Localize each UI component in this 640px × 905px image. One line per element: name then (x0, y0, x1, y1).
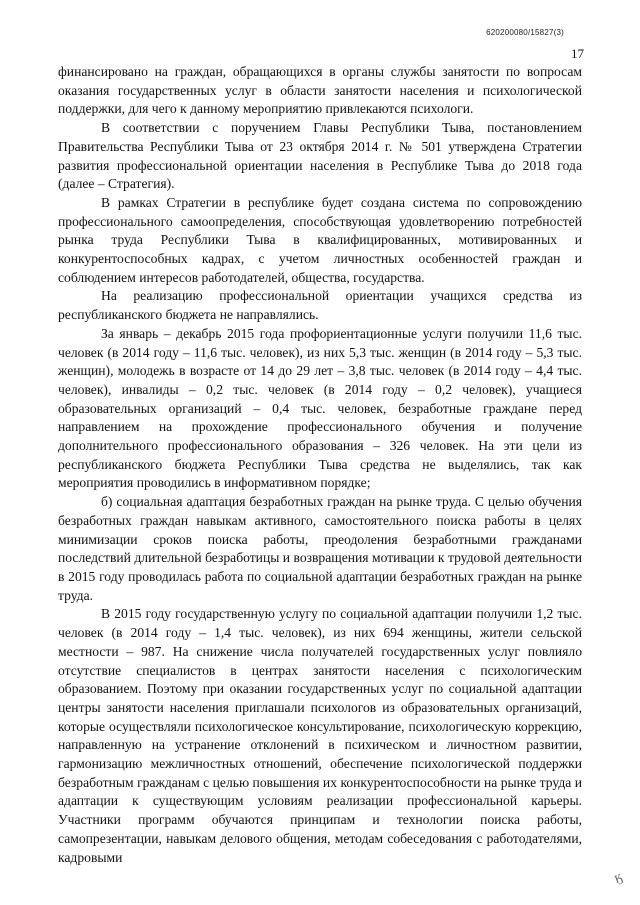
document-body (58, 63, 582, 867)
paragraph-continuation: финансировано на граждан, обращающихся в органы службы занятости по вопросам оказания государственных услуг в области занятости населения и психологической поддержки, для чего к данному мероприятию привлекаются психологи. (58, 64, 582, 117)
paragraph-adaptation-stats: В 2015 году государственную услугу по социальной адаптации получили 1,2 тыс. человек (в 2014 году – 1,4 тыс. человек), из них 694 женщины, жители сельской местности – 987. На снижение числа получателей государственных услуг повлияло отсутствие специалистов в центрах занятости населения с психологическим образованием. Поэтому при оказании государственных услуг по социальной адаптации центры занятости населения приглашали психологов из образовательных организаций, которые осуществляли психологическое консультирование, психологическую коррекцию, направленную на устранение отклонений в психическом и личностном развитии, гармонизацию межличностных отношений, обеспечение психологической поддержки безработным гражданам с целью повышения их конкурентоспособности на рынке труда и адаптации к существующим условиям реализации профессиональной карьеры. Участники программ обучаются принципам и технологии поиска работы, самопрезентации, навыкам делового общения, методам собеседования с работодателями, кадровыми (58, 606, 582, 865)
paragraph-strategy-goals: В рамках Стратегии в республике будет создана система по сопровождению профессионального самоопределения, способствующая удовлетворению потребностей рынка труда Республики Тыва в квалифицированных, мотивированных и конкурентоспособных кадрах, с учетом личностных особенностей граждан и соблюдением интересов работодателей, общества, государства. (58, 194, 582, 285)
paragraph-budget: На реализацию профессиональной ориентации учащихся средства из республиканского бюджета не направлялись. (58, 288, 582, 323)
paragraph-social-adaptation: б) социальная адаптация безработных граждан на рынке труда. С целью обучения безработных граждан навыкам активного, самостоятельного поиска работы в целях минимизации сроков поиска работы, преодоления безработными гражданами последствий длительной безработицы и возвращения мотивации к трудовой деятельности в 2015 году проводилась работа по социальной адаптации безработных граждан на рынке труда. (58, 494, 582, 603)
paragraph-career-guidance-stats: За январь – декабрь 2015 года профориентационные услуги получили 11,6 тыс. человек (в 2014 году – 11,6 тыс. человек), из них 5,3 тыс. женщин (в 2014 году – 5,3 тыс. женщин), молодежь в возрасте от 14 до 29 лет – 3,8 тыс. человек (в 2014 году – 4,4 тыс. человек), инвалиды – 0,2 тыс. человек (в 2014 году – 0,2 человек), учащиеся образовательных организаций – 0,4 тыс. человек, безработные граждане перед направлением на прохождение профессионального обучения и получение дополнительного профессионального образования – 326 человек. На эти цели из республиканского бюджета Республики Тыва средства не выделялись, так как мероприятия проводились в информативном порядке; (58, 325, 582, 491)
paragraph-strategy-approval: В соответствии с поручением Главы Республики Тыва, постановлением Правительства Республики Тыва от 23 октября 2014 г. № 501 утверждена Стратегии развития профессиональной ориентации населения в Республике Тыва до 2018 года (далее – Стратегия). (58, 120, 582, 192)
handwritten-mark: Ӄ (612, 872, 624, 886)
page-number: 17 (571, 46, 584, 61)
document-id: 620200080/15827(3) (486, 28, 564, 37)
